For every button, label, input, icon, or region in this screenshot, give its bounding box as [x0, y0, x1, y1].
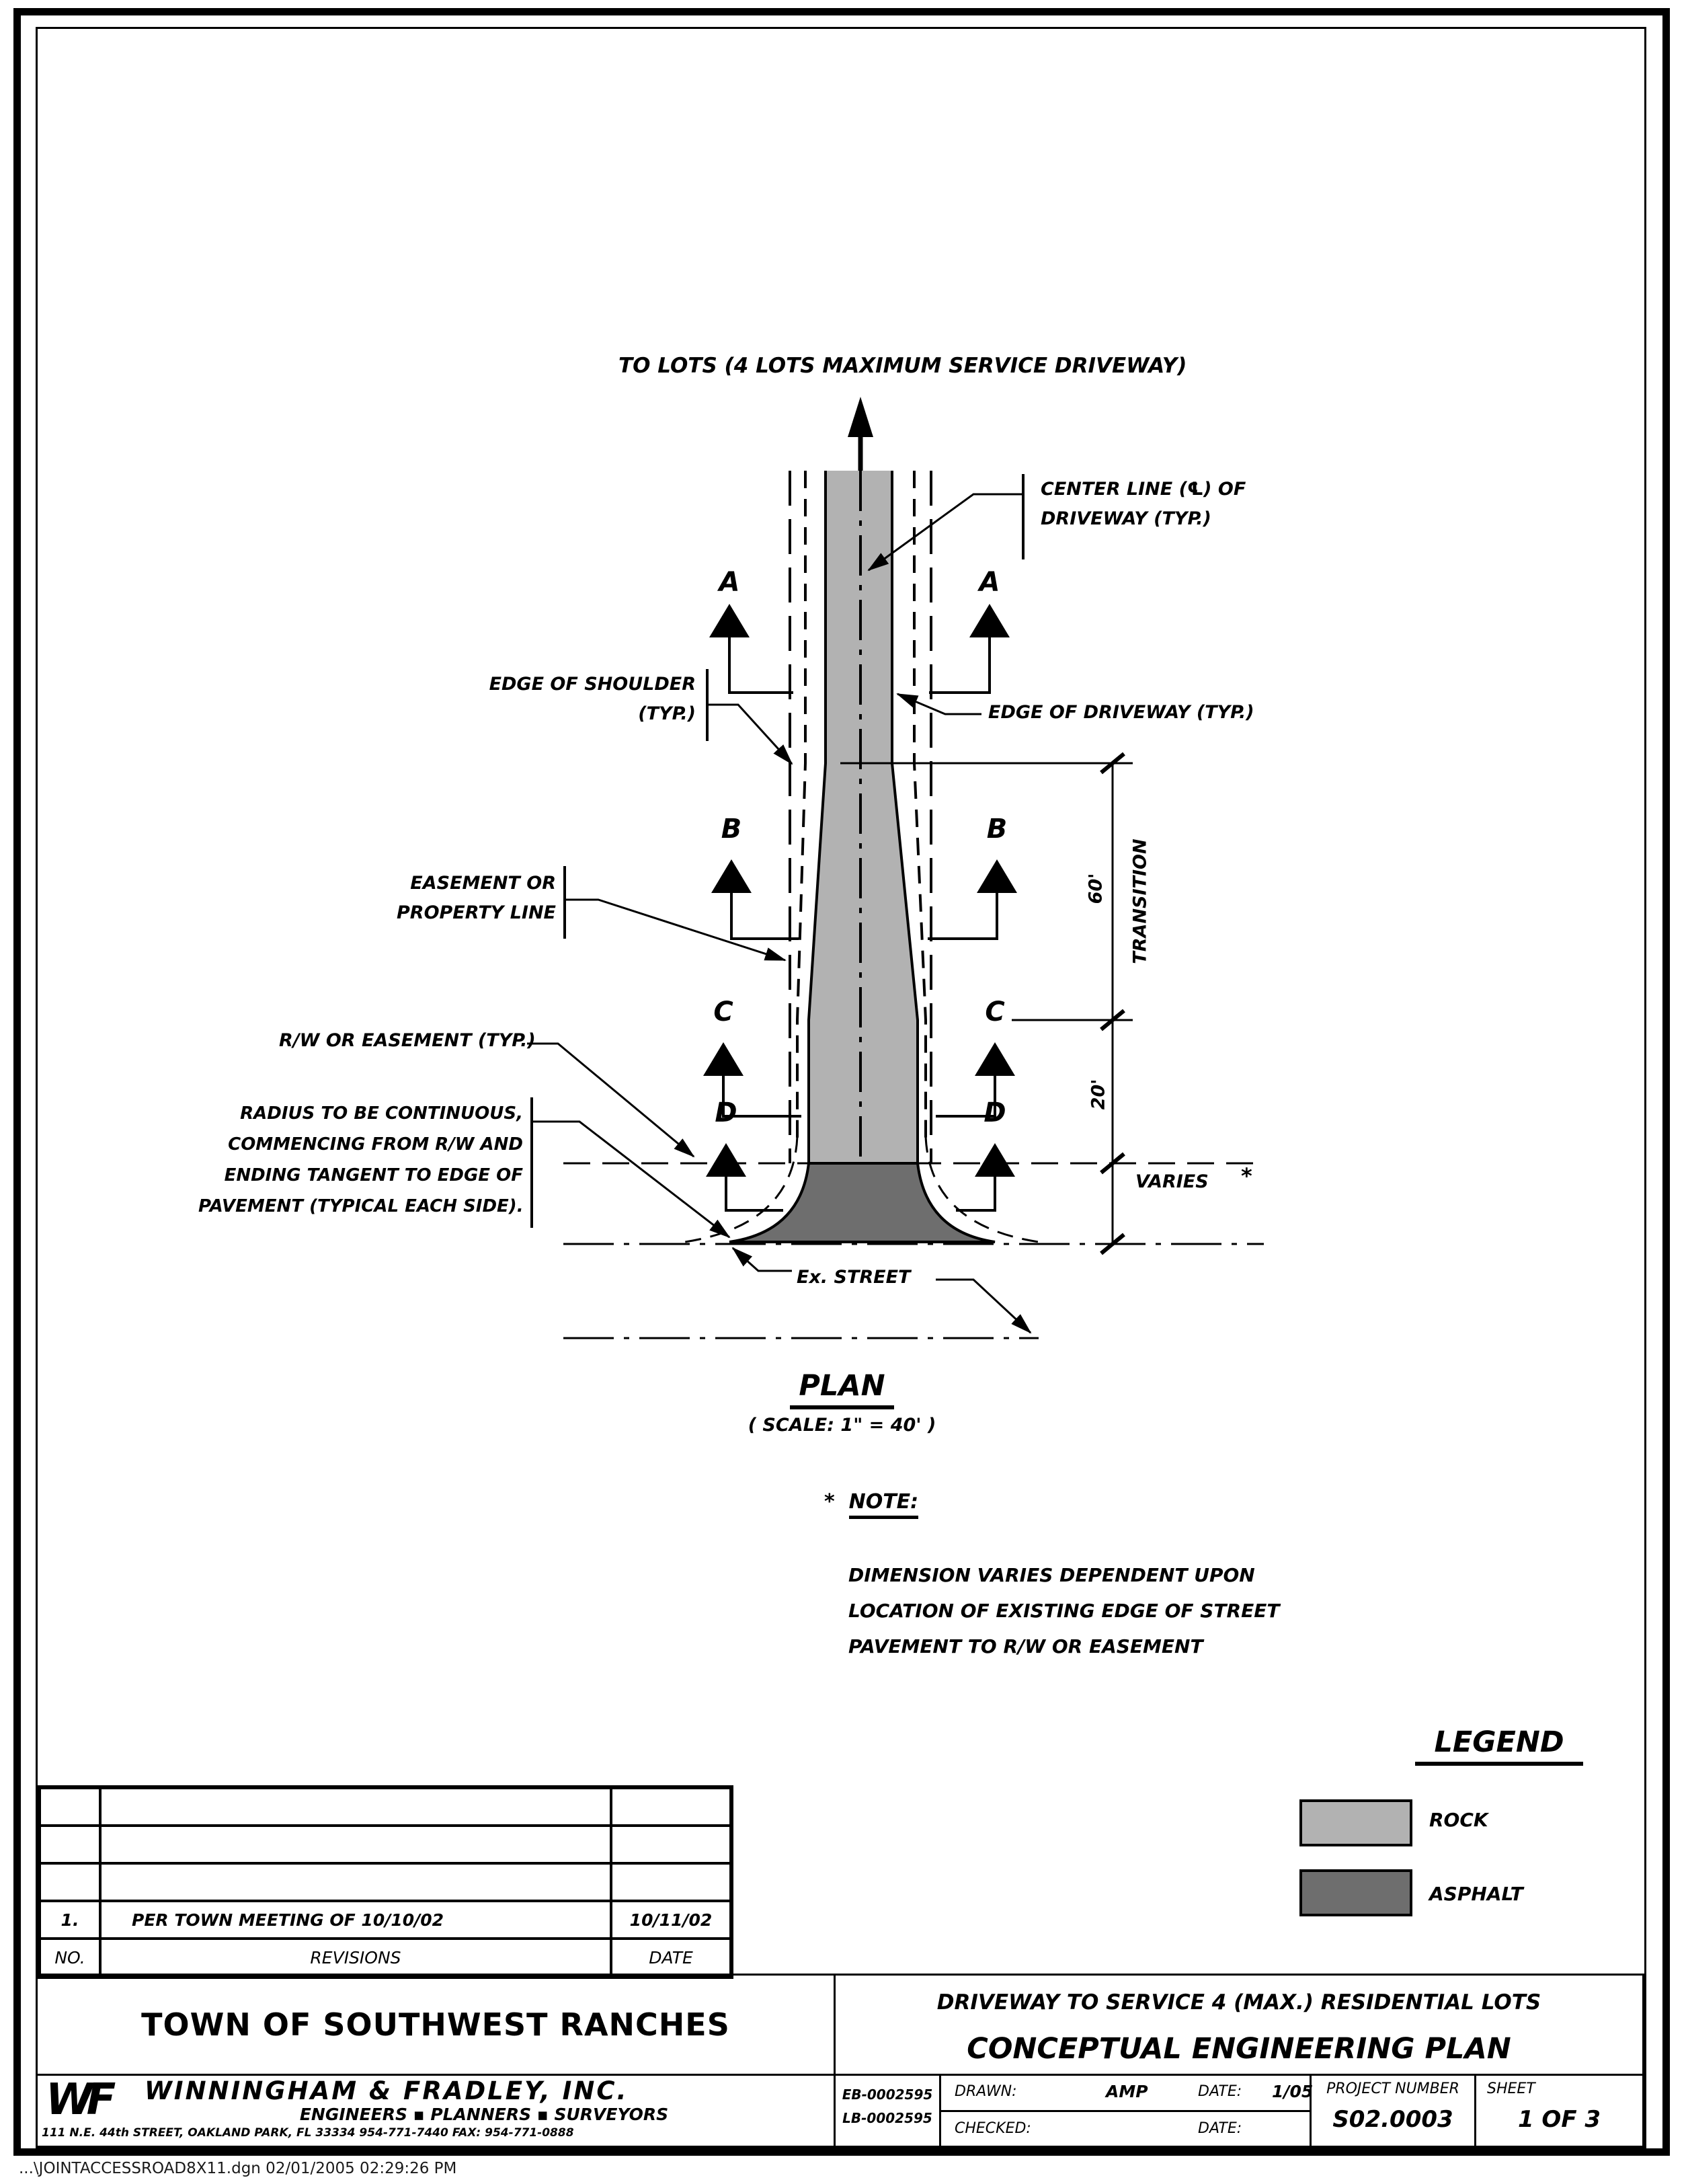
note-star: * — [824, 1490, 835, 1514]
checked-label: CHECKED: — [955, 2120, 1031, 2137]
edge-of-driveway-label: EDGE OF DRIVEWAY (TYP.) — [988, 702, 1254, 723]
note-heading — [824, 1490, 918, 1514]
rev-row1-no — [40, 1788, 100, 1826]
view-title: PLAN — [790, 1369, 894, 1409]
dim-approach-length: 20' — [1088, 1079, 1109, 1110]
note-line2: LOCATION OF EXISTING EDGE OF STREET — [848, 1600, 1280, 1622]
legend-heading: LEGEND — [1415, 1725, 1583, 1766]
section-letter-a-right: A — [979, 567, 1000, 598]
radius-note-line1: RADIUS TO BE CONTINUOUS, — [240, 1103, 523, 1124]
flow-arrow — [848, 397, 873, 471]
easement-label: EASEMENT OR — [410, 873, 556, 894]
rev-entry-date: 10/11/02 — [611, 1901, 731, 1939]
drawn-date-label: DATE: — [1198, 2083, 1242, 2100]
section-letter-b-right: B — [986, 814, 1008, 845]
note-line1: DIMENSION VARIES DEPENDENT UPON — [848, 1564, 1255, 1586]
license-lb: LB-0002595 — [842, 2110, 932, 2126]
firm-disciplines: ENGINEERS ▪ PLANNERS ▪ SURVEYORS — [299, 2105, 669, 2124]
legend-label-asphalt: ASPHALT — [1429, 1883, 1523, 1905]
dim-transition-length: 60' — [1085, 873, 1107, 904]
dim-varies-star: * — [1241, 1163, 1252, 1189]
edge-of-shoulder-label: EDGE OF SHOULDER — [489, 674, 696, 695]
sheet-label: SHEET — [1487, 2080, 1535, 2097]
rev-header-desc: REVISIONS — [100, 1939, 611, 1976]
section-letter-c-right: C — [985, 997, 1005, 1027]
rev-row2-date — [611, 1826, 731, 1863]
ex-street-label: Ex. STREET — [797, 1267, 911, 1288]
legend-label-rock: ROCK — [1429, 1809, 1488, 1831]
project-title-line1: DRIVEWAY TO SERVICE 4 (MAX.) RESIDENTIAL LOTS — [936, 1990, 1541, 2015]
section-letter-d-right: D — [984, 1097, 1006, 1128]
view-scale: ( SCALE: 1" = 40' ) — [748, 1415, 936, 1436]
rev-entry-no: 1. — [40, 1901, 100, 1939]
section-letter-a-left: A — [719, 567, 740, 598]
rev-row2-no — [40, 1826, 100, 1863]
asphalt-apron-area — [729, 1163, 995, 1242]
center-line-label: CENTER LINE (℄) OF — [1041, 479, 1246, 500]
rev-row3-no — [40, 1863, 100, 1901]
center-line-label-2: DRIVEWAY (TYP.) — [1041, 508, 1211, 529]
radius-note-line3: ENDING TANGENT TO EDGE OF — [224, 1165, 523, 1185]
label-tick-bars — [532, 474, 1023, 1228]
rev-row3-date — [611, 1863, 731, 1901]
section-letter-c-left: C — [713, 997, 733, 1027]
rev-row1-desc — [100, 1788, 611, 1826]
rev-entry-desc: PER TOWN MEETING OF 10/10/02 — [100, 1901, 611, 1939]
rev-row2-desc — [100, 1826, 611, 1863]
wf-logo: WF — [46, 2075, 110, 2125]
rev-row1-date — [611, 1788, 731, 1826]
shoulder-line-left — [797, 471, 805, 1143]
section-letter-d-left: D — [715, 1097, 737, 1128]
drawn-by-value: AMP — [1106, 2082, 1148, 2101]
file-info: ...\JOINTACCESSROAD8X11.dgn 02/01/2005 02:29:26 PM — [19, 2160, 457, 2177]
section-letter-b-left: B — [721, 814, 742, 845]
flow-label: TO LOTS (4 LOTS MAXIMUM SERVICE DRIVEWAY) — [618, 354, 1187, 378]
firm-address: 111 N.E. 44th STREET, OAKLAND PARK, FL 33334 954-771-7440 FAX: 954-771-0888 — [42, 2126, 574, 2140]
license-eb: EB-0002595 — [842, 2086, 933, 2103]
rev-header-no: NO. — [40, 1939, 100, 1976]
rw-easement-label: R/W OR EASEMENT (TYP.) — [279, 1030, 536, 1051]
drawn-date-value: 1/05 — [1272, 2082, 1314, 2101]
radius-note-line4: PAVEMENT (TYPICAL EACH SIDE). — [198, 1196, 524, 1216]
drawn-label: DRAWN: — [955, 2083, 1017, 2100]
easement-label-2: PROPERTY LINE — [396, 902, 556, 923]
sheet-number-value: 1 OF 3 — [1517, 2106, 1601, 2133]
project-number-label: PROJECT NUMBER — [1326, 2080, 1459, 2097]
note-line3: PAVEMENT TO R/W OR EASEMENT — [848, 1635, 1203, 1658]
legend-swatch-rock — [1299, 1799, 1412, 1846]
dim-varies: VARIES — [1135, 1171, 1209, 1192]
edge-of-shoulder-label-2: (TYP.) — [638, 703, 696, 724]
dim-transition-word: TRANSITION — [1129, 838, 1151, 964]
revisions-table — [37, 1785, 733, 1979]
client-name: TOWN OF SOUTHWEST RANCHES — [141, 2006, 730, 2043]
project-number-value: S02.0003 — [1332, 2106, 1453, 2133]
radius-note-line2: COMMENCING FROM R/W AND — [228, 1134, 523, 1155]
legend-swatch-asphalt — [1299, 1869, 1412, 1916]
note-heading-text: NOTE: — [849, 1490, 919, 1519]
rev-header-date: DATE — [611, 1939, 731, 1976]
checked-date-label: DATE: — [1198, 2120, 1242, 2137]
firm-name: WINNINGHAM & FRADLEY, INC. — [145, 2076, 629, 2105]
project-title-line2: CONCEPTUAL ENGINEERING PLAN — [967, 2032, 1511, 2066]
rev-row3-desc — [100, 1863, 611, 1901]
